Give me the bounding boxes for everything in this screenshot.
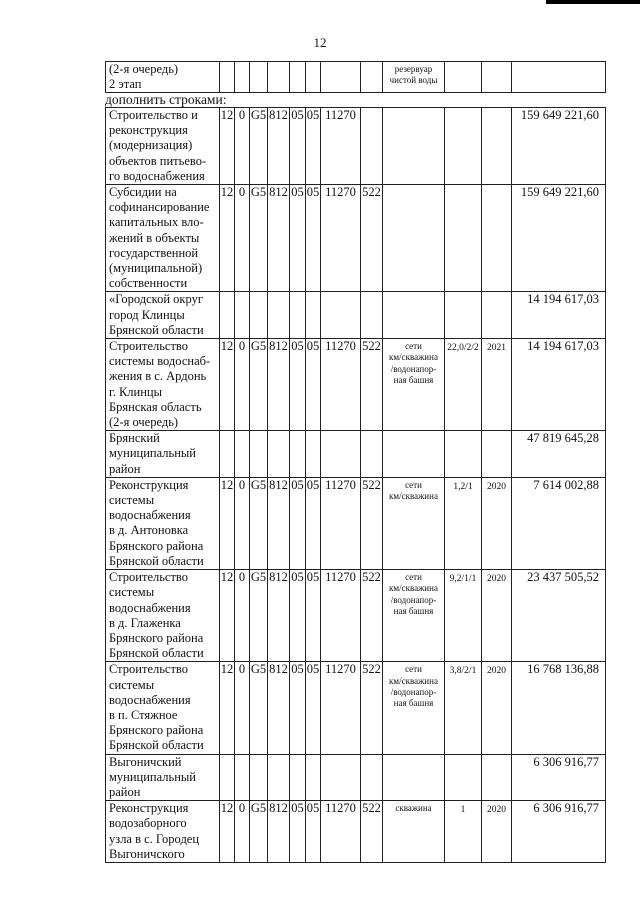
cell-c1 [220,431,235,478]
cell-text: 05 [306,339,320,354]
cell-text: 05 [291,108,304,122]
cell-c3 [250,662,268,754]
cell-object [383,292,445,339]
cell-c1 [220,185,235,292]
cell-text: сети км/скважина /водонапор- ная башня [389,572,438,616]
cell-c4 [268,754,290,801]
cell-name [106,108,220,185]
cell-c7 [321,431,361,478]
cell-c8 [361,754,383,801]
table-row [106,108,606,185]
cell-year [482,477,512,569]
cell-c2 [235,477,250,569]
cell-c7 [321,477,361,569]
cell-text: 05 [306,662,320,677]
cell-text: 47 819 645,28 [527,431,599,446]
cell-object [383,801,445,863]
cell-c6 [306,801,321,863]
cell-c3 [250,477,268,569]
cell-c6 [306,108,321,185]
table-row [106,477,606,569]
cell-text: 05 [291,185,304,200]
cell-text: 12 [220,339,234,354]
cell-text: 11270 [325,570,356,585]
cell-name [106,185,220,292]
table-row [106,754,606,801]
cell-c3 [250,292,268,339]
cell-text: 05 [306,801,320,816]
cell-name [106,477,220,569]
cell-name [106,431,220,478]
cell-c7 [321,754,361,801]
cell-c4 [268,108,290,185]
cell-text: 159 649 221,60 [520,108,599,122]
cell-text: 2020 [487,481,506,492]
cell-sum [512,801,606,863]
cell-c5 [290,431,306,478]
cell-object [383,570,445,662]
cell-text: 12 [220,662,234,677]
cell [235,62,250,93]
cell-text: 05 [306,477,320,492]
cell-text: 11270 [325,662,356,677]
cell-object [383,108,445,185]
cell-c7 [321,185,361,292]
cell [482,62,512,93]
cell-c6 [306,570,321,662]
cell-sum [512,662,606,754]
cell-text: 9,2/1/1 [449,574,477,585]
cell-capacity [445,801,482,863]
cell-text: 05 [291,801,304,816]
cell-text: 14 194 617,03 [527,339,599,354]
cell [290,62,306,93]
cell-name [106,754,220,801]
cell-text: 0 [238,801,246,816]
budget-table [105,107,606,863]
cell-c1 [220,570,235,662]
cell-c2 [235,431,250,478]
cell-text: 05 [306,108,320,122]
cell-c6 [306,431,321,478]
cell-c6 [306,662,321,754]
cell-c8 [361,662,383,754]
cell-name [106,570,220,662]
cell-name [106,801,220,863]
cell-c4 [268,477,290,569]
cell-text: 522 [362,801,381,816]
cell-text: Брянский муниципальный район [109,431,196,476]
cell-text: 23 437 505,52 [527,570,599,585]
cell-text: (2-я очередь) 2 этап [109,62,179,92]
cell-text: 16 768 136,88 [527,662,599,677]
cell-text: 0 [238,108,246,122]
cell-c7 [321,662,361,754]
cell-c6 [306,477,321,569]
cell-c1 [220,108,235,185]
cell-sum [512,754,606,801]
cell-object [383,754,445,801]
cell-text: 2020 [487,666,506,677]
top-rule [546,0,640,4]
cell-capacity [445,185,482,292]
cell-name [106,292,220,339]
cell-text: 12 [220,477,234,492]
cell-text: Строительство системы водоснабжения в д. Глаженка Брянского района Брянской области [109,570,204,661]
cell-text: 05 [291,339,304,354]
cell-sum [512,108,606,185]
cell-text: 522 [362,662,381,677]
cell-text: сети км/скважина [389,479,438,502]
table-row [106,570,606,662]
cell-sum [512,292,606,339]
cell-text: 812 [269,801,288,816]
cell-c5 [290,570,306,662]
cell-name [106,662,220,754]
cell-capacity [445,754,482,801]
cell-c5 [290,108,306,185]
cell-text: 2020 [487,574,506,585]
cell-c5 [290,185,306,292]
cell-text: 12 [220,185,234,200]
cell-text: Субсидии на софинансирование капитальных вло- жений в объекты государственной (муниципальной) собственности [109,185,210,291]
cell-text: 11270 [325,339,356,354]
cell-sum [512,477,606,569]
cell-text: G5 [250,570,267,585]
cell-c2 [235,339,250,431]
cell-c2 [235,754,250,801]
cell-c4 [268,292,290,339]
cell-text: 812 [269,662,288,677]
cell-c5 [290,477,306,569]
cell-text: 522 [362,185,381,200]
cell-c3 [250,339,268,431]
cell-c5 [290,662,306,754]
cell-sum [512,431,606,478]
cell-c6 [306,185,321,292]
cell-c5 [290,339,306,431]
table-row [106,62,606,93]
cell-text: G5 [250,185,267,200]
cell [306,62,321,93]
cell-text: Строительство и реконструкция (модернизация) объектов питьево- го водоснабжения [109,108,207,183]
cell [250,62,268,93]
cell-text: Реконструкция водозаборного узла в с. Городец Выгоничского [109,801,200,861]
cell-text: 812 [269,108,288,122]
cell-text: резервуар чистой воды [389,64,438,86]
cell-c4 [268,662,290,754]
cell-c7 [321,292,361,339]
cell-c8 [361,339,383,431]
cell-c3 [250,754,268,801]
cell-year [482,339,512,431]
cell-c1 [220,801,235,863]
cell-c1 [220,754,235,801]
cell-text: 05 [291,477,304,492]
cell-c3 [250,431,268,478]
cell-text: 6 306 916,77 [533,754,599,769]
cell-capacity [445,108,482,185]
cell-c6 [306,292,321,339]
cell-text: Реконструкция системы водоснабжения в д. Антоновка Брянского района Брянской области [109,477,204,568]
cell-text: 0 [238,339,246,354]
cell-sum [512,570,606,662]
cell-c4 [268,570,290,662]
cell-object [383,477,445,569]
cell-text: сети км/скважина /водонапор- ная башня [389,664,438,709]
cell-text: 522 [362,570,381,585]
table-row [106,292,606,339]
cell-text: 05 [291,570,304,585]
cell-year [482,108,512,185]
page-number: 12 [313,35,327,50]
table-row [106,801,606,863]
cell-text: Строительство системы водоснабжения в п. Стяжное Брянского района Брянской области [109,662,204,753]
prev-table [105,61,606,93]
cell-text: 0 [238,570,246,585]
cell-object [383,185,445,292]
cell-capacity [445,477,482,569]
add-rows-label: дополнить строками: [105,92,227,107]
cell-c4 [268,801,290,863]
cell-text: сети км/скважина /водонапор- ная башня [389,341,438,385]
cell-sum [512,339,606,431]
cell [220,62,235,93]
cell-text: 12 [220,801,234,816]
cell-c2 [235,108,250,185]
cell-capacity [445,570,482,662]
cell-text: 2021 [487,343,506,354]
cell-text: 812 [269,477,288,492]
cell-capacity [445,339,482,431]
cell-c2 [235,570,250,662]
cell-text: 22,0/2/2 [447,343,479,354]
cell-text: 812 [269,185,288,200]
table-row [106,339,606,431]
table-row [106,185,606,292]
cell-c1 [220,662,235,754]
cell-c2 [235,662,250,754]
cell-text: 05 [291,662,304,677]
cell [268,62,290,93]
cell [321,62,361,93]
cell-text: 11270 [325,185,356,200]
cell-c3 [250,185,268,292]
cell-text: Выгоничский муниципальный район [109,754,196,799]
cell-year [482,662,512,754]
cell-c2 [235,292,250,339]
cell-c5 [290,292,306,339]
cell-object [383,62,445,93]
cell-text: G5 [250,801,267,816]
cell-name [106,339,220,431]
cell-c5 [290,801,306,863]
cell-capacity [445,431,482,478]
table-row [106,431,606,478]
cell-year [482,754,512,801]
cell-text: скважина [395,803,432,814]
cell-text: 7 614 002,88 [533,477,599,492]
cell-c8 [361,185,383,292]
cell-c2 [235,185,250,292]
cell-c8 [361,570,383,662]
cell-c7 [321,801,361,863]
cell-text: 6 306 916,77 [533,801,599,816]
cell-sum [512,185,606,292]
cell-text: G5 [250,477,267,492]
cell-text: 14 194 617,03 [527,292,599,307]
cell-c1 [220,292,235,339]
cell-text: 1 [460,805,466,816]
cell-object [383,662,445,754]
cell-text: 0 [238,662,246,677]
cell-c8 [361,477,383,569]
cell-text: Строительство системы водоснаб- жения в с. Ардонь г. Клинцы Брянская область (2-я очередь) [109,339,211,430]
cell-capacity [445,292,482,339]
cell [361,62,383,93]
cell-text: 812 [269,570,288,585]
cell-c1 [220,477,235,569]
cell-text: 522 [362,339,381,354]
cell-c3 [250,108,268,185]
cell-text: 2020 [487,805,506,816]
cell-year [482,431,512,478]
cell-c3 [250,570,268,662]
cell-object [383,431,445,478]
cell-text: 11270 [325,108,356,122]
cell-text: 159 649 221,60 [520,185,599,200]
cell-text: G5 [250,662,267,677]
cell-c6 [306,754,321,801]
cell [512,62,606,93]
cell-c2 [235,801,250,863]
cell-c4 [268,339,290,431]
cell-text: 0 [238,185,246,200]
cell-text: 11270 [325,801,356,816]
cell-c3 [250,801,268,863]
cell-c7 [321,339,361,431]
cell-c7 [321,108,361,185]
cell-c8 [361,292,383,339]
cell-text: 12 [220,570,234,585]
cell-c6 [306,339,321,431]
cell-year [482,801,512,863]
cell-text: 3,8/2/1 [449,666,477,677]
cell-c5 [290,754,306,801]
cell-c7 [321,570,361,662]
cell-c4 [268,431,290,478]
cell-text: «Городской округ город Клинцы Брянской области [109,292,204,337]
cell-text: 812 [269,339,288,354]
cell [445,62,482,93]
cell-c8 [361,431,383,478]
cell-text: 12 [220,108,234,122]
cell-c8 [361,801,383,863]
cell-year [482,570,512,662]
row-name [106,62,220,93]
cell-text: 1,2/1 [453,481,473,492]
cell-text: 05 [306,570,320,585]
cell-object [383,339,445,431]
cell-text: G5 [250,108,267,122]
cell-text: 05 [306,185,320,200]
cell-text: 11270 [325,477,356,492]
cell-year [482,292,512,339]
table-row [106,662,606,754]
cell-c4 [268,185,290,292]
cell-year [482,185,512,292]
cell-c8 [361,108,383,185]
cell-text: G5 [250,339,267,354]
cell-capacity [445,662,482,754]
cell-text: 522 [362,477,381,492]
cell-c1 [220,339,235,431]
cell-text: 0 [238,477,246,492]
